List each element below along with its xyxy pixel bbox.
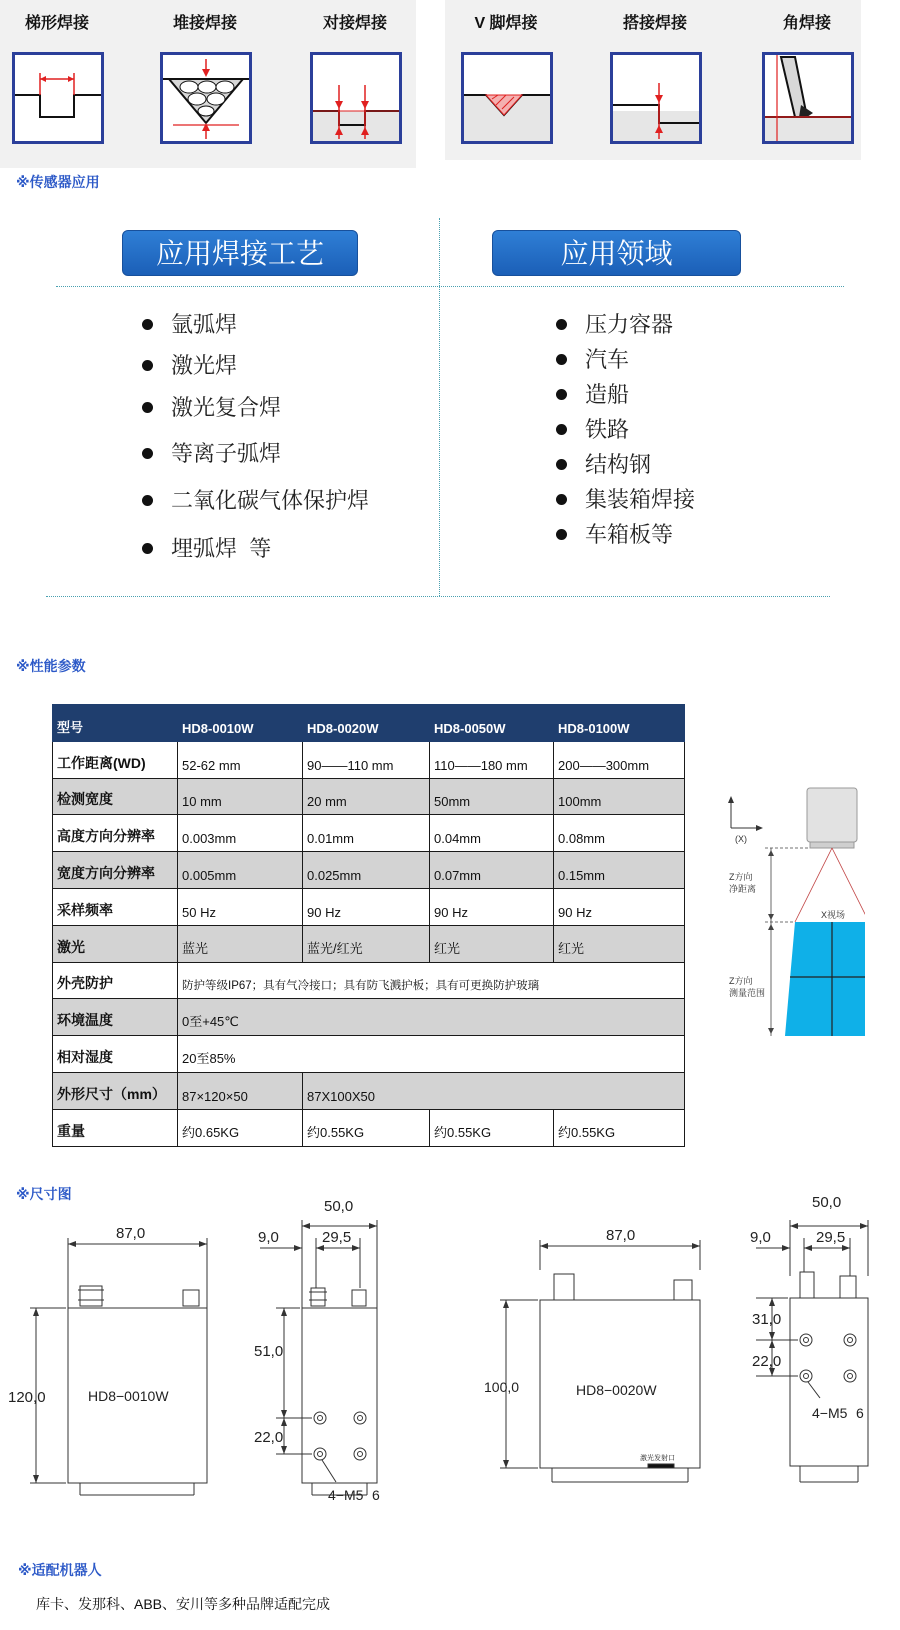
spec-cell: 外壳防护 (53, 962, 178, 999)
fov-z-distance-2: 净距离 (729, 884, 757, 894)
process-item (142, 532, 271, 563)
fov-x-field: X视场 (821, 910, 846, 920)
process-text: 埋弧焊 等 (171, 536, 272, 561)
dim-120: 120,0 (8, 1389, 46, 1406)
dim-22-b: 22,0 (752, 1353, 782, 1370)
spec-cell: 红光 (554, 925, 685, 962)
v-groove-joint-icon (461, 52, 553, 144)
process-item (142, 484, 369, 515)
spec-cell: 0.15mm (554, 852, 685, 889)
process-item (142, 437, 281, 468)
dim-29-b: 29,5 (816, 1229, 846, 1246)
fov-z-range-1: Z方向 (729, 976, 753, 986)
spec-row (53, 852, 685, 889)
spec-cell: 0.04mm (430, 815, 554, 852)
spec-cell: 10 mm (178, 778, 303, 815)
field-item (556, 308, 673, 339)
joint-label: V 脚焊接 (474, 15, 538, 32)
field-item (556, 483, 695, 514)
butt-joint-icon (310, 52, 402, 144)
spec-row (53, 1072, 685, 1109)
spec-cell: HD8-0050W (430, 705, 554, 742)
joint-label: 搭接焊接 (622, 15, 687, 32)
bullet-dot (142, 360, 153, 371)
dim-9-b: 9,0 (750, 1229, 771, 1246)
bullet-dot (142, 543, 153, 554)
divider-bottom (46, 596, 830, 597)
spec-row (53, 815, 685, 852)
bullet-dot (142, 402, 153, 413)
divider-top (56, 286, 844, 287)
fov-x-label: (X) (735, 834, 747, 844)
dim-100: 100,0 (484, 1379, 520, 1395)
laser-window-label: 激光发射口 (640, 1455, 675, 1462)
spec-cell: 50mm (430, 778, 554, 815)
robots-text: 库卡、发那科、ABB、安川等多种品牌适配完成 (36, 1596, 331, 1612)
spec-cell: 0.025mm (303, 852, 430, 889)
dim-29-a: 29,5 (322, 1229, 352, 1246)
bullet-dot (556, 459, 567, 470)
spec-cell: 200——300mm (554, 741, 685, 778)
field-text: 造船 (585, 382, 630, 407)
dim-50-b-label: 50,0 (812, 1194, 842, 1211)
process-title: 应用焊接工艺 (122, 230, 358, 276)
spec-row (53, 962, 685, 999)
process-text: 二氧化碳气体保护焊 (171, 488, 370, 513)
spec-cell: 20至85% (178, 1036, 685, 1073)
bullet-dot (142, 495, 153, 506)
spec-cell: 型号 (53, 705, 178, 742)
spec-table (52, 704, 685, 1147)
dim-87-a: 87,0 (116, 1225, 146, 1242)
spec-row (53, 741, 685, 778)
spec-cell: 高度方向分辨率 (53, 815, 178, 852)
dim-22-a: 22,0 (254, 1429, 284, 1446)
spec-cell: 20 mm (303, 778, 430, 815)
spec-cell: 52-62 mm (178, 741, 303, 778)
joint-lap-fill (135, 0, 275, 168)
bullet-dot (142, 448, 153, 459)
field-text: 压力容器 (585, 312, 674, 337)
spec-cell: 87X100X50 (303, 1072, 685, 1109)
fov-z-range-2: 测量范围 (729, 988, 766, 998)
joint-label: 梯形焊接 (24, 15, 89, 32)
spec-cell: 宽度方向分辨率 (53, 852, 178, 889)
joint-fillet (737, 0, 877, 168)
spec-cell: 采样频率 (53, 888, 178, 925)
spec-cell: 90 Hz (554, 888, 685, 925)
spec-row (53, 1036, 685, 1073)
bullet-dot (556, 354, 567, 365)
bullet-dot (556, 529, 567, 540)
process-item (142, 308, 237, 339)
spec-cell: 0.07mm (430, 852, 554, 889)
spec-cell: HD8-0020W (303, 705, 430, 742)
model-b-label: HD8−0020W (576, 1382, 657, 1398)
dim-51: 51,0 (254, 1343, 284, 1360)
spec-row (53, 1109, 685, 1146)
dim-9-a: 9,0 (258, 1229, 279, 1246)
divider-middle (439, 218, 440, 596)
joint-butt (285, 0, 425, 168)
spec-cell: 0.003mm (178, 815, 303, 852)
spec-row (53, 999, 685, 1036)
spec-cell: HD8-0010W (178, 705, 303, 742)
joint-label: 堆接焊接 (172, 15, 237, 32)
bullet-dot (556, 389, 567, 400)
field-text: 车箱板等 (585, 522, 674, 547)
joint-v-groove (436, 0, 576, 168)
spec-cell: 90 Hz (430, 888, 554, 925)
field-item (556, 343, 629, 374)
spec-row (53, 925, 685, 962)
spec-cell: 0.08mm (554, 815, 685, 852)
spec-cell: 100mm (554, 778, 685, 815)
dim-50-a-label: 50,0 (324, 1198, 354, 1215)
spec-cell: 50 Hz (178, 888, 303, 925)
spec-cell: 工作距离(WD) (53, 741, 178, 778)
field-title: 应用领域 (492, 230, 741, 276)
joint-lap (585, 0, 725, 168)
dim-87-b: 87,0 (606, 1227, 636, 1244)
m5-depth-a: 6 (372, 1487, 380, 1503)
spec-cell: HD8-0100W (554, 705, 685, 742)
spec-cell: 相对湿度 (53, 1036, 178, 1073)
joint-trapezoid (0, 0, 127, 168)
model-a-label: HD8−0010W (88, 1388, 169, 1404)
joint-label: 角焊接 (782, 15, 831, 32)
section-header-sensor: ※传感器应用 (16, 174, 100, 190)
fillet-joint-icon (762, 52, 854, 144)
spec-cell: 检测宽度 (53, 778, 178, 815)
bullet-dot (556, 494, 567, 505)
spec-cell: 重量 (53, 1109, 178, 1146)
field-item (556, 378, 629, 409)
bullet-dot (142, 319, 153, 330)
spec-cell: 蓝光 (178, 925, 303, 962)
field-text: 结构钢 (585, 452, 652, 477)
spec-row (53, 888, 685, 925)
spec-cell: 环境温度 (53, 999, 178, 1036)
process-item (142, 349, 237, 380)
section-header-performance: ※性能参数 (16, 658, 86, 674)
joint-label: 对接焊接 (322, 15, 387, 32)
field-text: 集装箱焊接 (585, 487, 696, 512)
section-header-dimension: ※尺寸图 (16, 1186, 72, 1202)
dim-31: 31,0 (752, 1311, 782, 1328)
m5-label-a: 4−M5 (328, 1487, 364, 1503)
spec-cell: 外形尺寸（mm） (53, 1072, 178, 1109)
fov-z-distance-1: Z方向 (729, 872, 753, 882)
spec-header-row (53, 705, 685, 742)
spec-cell: 0至+45℃ (178, 999, 685, 1036)
lap-fill-joint-icon (160, 52, 252, 144)
bullet-dot (556, 319, 567, 330)
dimension-drawing (0, 1220, 900, 1510)
spec-cell: 红光 (430, 925, 554, 962)
spec-cell: 约0.65KG (178, 1109, 303, 1146)
field-text: 汽车 (585, 347, 630, 372)
spec-cell: 蓝光/红光 (303, 925, 430, 962)
trapezoid-joint-icon (12, 52, 104, 144)
spec-row (53, 778, 685, 815)
fov-diagram (715, 780, 865, 1060)
field-item (556, 518, 673, 549)
process-text: 氩弧焊 (171, 312, 238, 337)
field-item (556, 448, 651, 479)
spec-cell: 87×120×50 (178, 1072, 303, 1109)
process-text: 等离子弧焊 (171, 441, 282, 466)
spec-cell: 90 Hz (303, 888, 430, 925)
lap-joint-icon (610, 52, 702, 144)
spec-cell: 激光 (53, 925, 178, 962)
spec-cell: 约0.55KG (303, 1109, 430, 1146)
section-header-robots: ※适配机器人 (18, 1562, 102, 1578)
process-text: 激光焊 (171, 353, 238, 378)
spec-cell: 约0.55KG (430, 1109, 554, 1146)
bullet-dot (556, 424, 567, 435)
process-text: 激光复合焊 (171, 395, 282, 420)
m5-depth-b: 6 (856, 1405, 864, 1421)
spec-cell: 防护等级IP67；具有气冷接口；具有防飞溅护板；具有可更换防护玻璃 (178, 962, 685, 999)
spec-cell: 90——110 mm (303, 741, 430, 778)
spec-cell: 0.005mm (178, 852, 303, 889)
field-text: 铁路 (585, 417, 630, 442)
spec-cell: 0.01mm (303, 815, 430, 852)
field-item (556, 413, 629, 444)
spec-cell: 110——180 mm (430, 741, 554, 778)
spec-cell: 约0.55KG (554, 1109, 685, 1146)
process-item (142, 391, 281, 422)
m5-label-b: 4−M5 (812, 1405, 848, 1421)
